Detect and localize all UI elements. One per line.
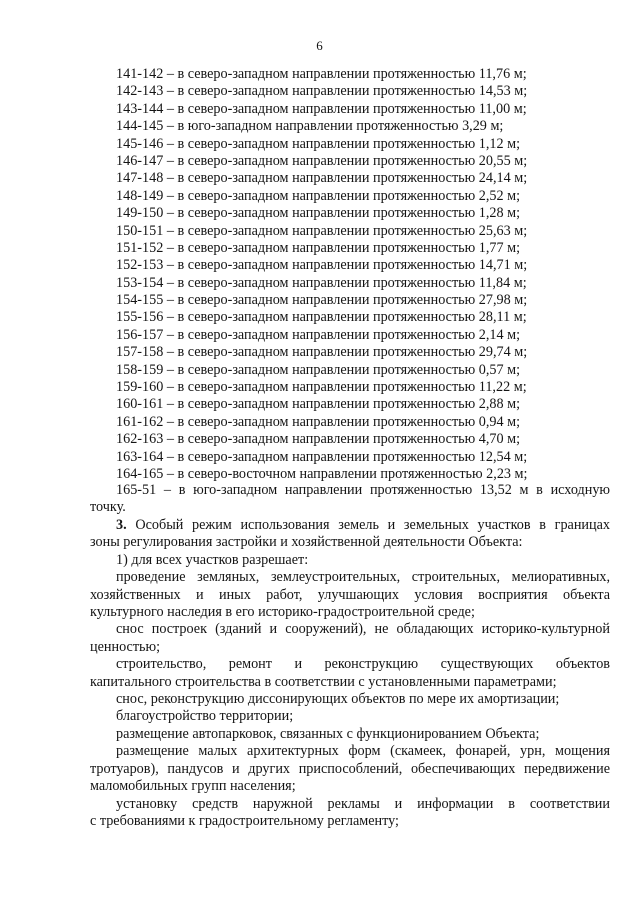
- segment-text: в северо-западном направлении протяженностью 2,88 м;: [177, 396, 521, 413]
- permitted-item-line: тротуаров), пандусов и других приспособлений, обеспечивающих передвижение: [90, 760, 610, 777]
- boundary-segment: [116, 83, 527, 100]
- segment-label: 143-144: [116, 100, 164, 117]
- segment-text: в северо-западном направлении протяженностью 11,22 м;: [177, 379, 527, 396]
- segment-label: 147-148: [116, 170, 164, 187]
- segment-label: 157-158: [116, 344, 164, 361]
- segment-text: в северо-западном направлении протяженностью 11,84 м;: [177, 274, 527, 291]
- dash: –: [163, 152, 178, 169]
- segment-label: 152-153: [116, 257, 164, 274]
- boundary-segment: [116, 136, 527, 153]
- dash: –: [163, 83, 178, 100]
- segment-text: в северо-западном направлении протяженностью 24,14 м;: [177, 170, 528, 187]
- segment-text: в северо-западном направлении протяженностью 29,74 м;: [177, 344, 528, 361]
- permitted-item-line: снос, реконструкцию диссонирующих объектов по мере их амортизации;: [116, 691, 560, 708]
- permitted-item-line: благоустройство территории;: [116, 708, 294, 725]
- boundary-segment: [116, 188, 527, 205]
- segment-label: 149-150: [116, 205, 164, 222]
- page-number: 6: [316, 38, 323, 53]
- boundary-segment: [116, 309, 527, 326]
- permitted-item: [90, 621, 610, 656]
- permitted-item-line: размещение малых архитектурных форм (скамеек, фонарей, урн, мощения: [116, 743, 610, 760]
- boundary-segment: [116, 170, 527, 187]
- segment-label: 162-163: [116, 431, 164, 448]
- segment-label: 148-149: [116, 187, 164, 204]
- segment-label: 160-161: [116, 396, 164, 413]
- boundary-segment: [116, 292, 527, 309]
- segment-text: в северо-западном направлении протяженностью 25,63 м;: [177, 222, 528, 239]
- boundary-segment: [116, 66, 527, 83]
- permitted-item: [90, 708, 610, 725]
- boundary-segment: [116, 257, 527, 274]
- segment-label: 153-154: [116, 274, 164, 291]
- dash: –: [163, 326, 178, 343]
- boundary-segment: [116, 379, 527, 396]
- permitted-item: [90, 691, 610, 708]
- boundary-segment: [116, 205, 527, 222]
- segment-text: в северо-западном направлении протяженностью 14,53 м;: [177, 83, 528, 100]
- boundary-segment: [116, 466, 527, 483]
- permitted-item: [90, 569, 610, 621]
- boundary-segment: [116, 431, 527, 448]
- permitted-item-line: размещение автопарковок, связанных с функционированием Объекта;: [116, 725, 540, 742]
- segment-text: в северо-западном направлении протяженностью 1,28 м;: [177, 205, 521, 222]
- segment-label: 142-143: [116, 83, 164, 100]
- segment-text: в северо-западном направлении протяженностью 14,71 м;: [177, 257, 528, 274]
- segment-label: 150-151: [116, 222, 164, 239]
- dash: –: [163, 66, 178, 82]
- boundary-segment: [116, 449, 527, 466]
- section-3: [90, 517, 610, 830]
- dash: –: [163, 448, 178, 465]
- boundary-segment: [116, 396, 527, 413]
- section-heading-line2: зоны регулирования застройки и хозяйственной деятельности Объекта:: [90, 534, 523, 551]
- segment-label: 161-162: [116, 413, 164, 430]
- boundary-segment-list: [116, 66, 527, 483]
- dash: –: [163, 205, 178, 222]
- boundary-segment: [116, 414, 527, 431]
- segment-text: в северо-западном направлении протяженностью 2,14 м;: [177, 326, 521, 343]
- segment-text: в северо-западном направлении протяженностью 0,94 м;: [177, 413, 521, 430]
- permitted-item-line: проведение земляных, землеустроительных, строительных, мелиоративных,: [116, 569, 610, 586]
- dash: –: [163, 118, 178, 135]
- segment-label: 164-165: [116, 465, 164, 482]
- permitted-items: [90, 569, 610, 830]
- dash: –: [163, 292, 178, 309]
- permitted-item-line: ценностью;: [90, 638, 161, 655]
- segment-last-line2: точку.: [90, 499, 126, 516]
- dash: –: [163, 344, 178, 361]
- dash: –: [163, 482, 171, 498]
- dash: –: [163, 361, 178, 378]
- segment-text: в северо-западном направлении протяженностью 11,00 м;: [177, 100, 527, 117]
- boundary-segment: [116, 223, 527, 240]
- permitted-item: [90, 743, 610, 795]
- segment-text: в северо-западном направлении протяженностью 12,54 м;: [177, 448, 528, 465]
- permitted-item-line: установку средств наружной рекламы и информации в соответствии: [116, 795, 610, 812]
- dash: –: [163, 100, 178, 117]
- dash: –: [163, 135, 178, 152]
- segment-text: в северо-восточном направлении протяженностью 2,23 м;: [177, 465, 528, 482]
- dash: –: [163, 413, 178, 430]
- boundary-segment: [116, 344, 527, 361]
- segment-label: 163-164: [116, 448, 164, 465]
- permitted-item-line: хозяйственных и иных работ, улучшающих условия восприятия объекта: [90, 586, 610, 603]
- dash: –: [163, 187, 178, 204]
- segment-label: 154-155: [116, 292, 164, 309]
- section-number: 3.: [116, 517, 127, 533]
- segment-text: в северо-западном направлении протяженностью 27,98 м;: [177, 292, 528, 309]
- permitted-item-line: строительство, ремонт и реконструкцию существующих объектов: [116, 656, 610, 673]
- boundary-segment: [116, 327, 527, 344]
- boundary-segment-last: [90, 482, 610, 517]
- segment-text: в юго-западном направлении протяженностью 3,29 м;: [177, 118, 504, 135]
- boundary-segment: [116, 275, 527, 292]
- section-heading-line1: 3. Особый режим использования земель и земельных участков в границах: [116, 517, 611, 533]
- dash: –: [163, 431, 178, 448]
- dash: –: [163, 309, 178, 326]
- dash: –: [163, 274, 178, 291]
- permitted-item-line: с требованиями к градостроительному регламенту;: [90, 812, 399, 829]
- segment-text: в северо-западном направлении протяженностью 1,12 м;: [177, 135, 521, 152]
- permitted-item: [90, 796, 610, 831]
- segment-text: в северо-западном направлении протяженностью 2,52 м;: [177, 187, 521, 204]
- permitted-item-line: снос построек (зданий и сооружений), не обладающих историко-культурной: [116, 621, 610, 638]
- dash: –: [163, 239, 178, 256]
- permitted-item-line: капитального строительства в соответствии с установленными параметрами;: [90, 673, 557, 690]
- segment-label: 156-157: [116, 326, 164, 343]
- segment-label: 141-142: [116, 66, 164, 82]
- segment-text: в северо-западном направлении протяженностью 1,77 м;: [177, 239, 521, 256]
- dash: –: [163, 465, 178, 482]
- segment-text: в северо-западном направлении протяженностью 4,70 м;: [177, 431, 521, 448]
- dash: –: [163, 170, 178, 187]
- dash: –: [163, 257, 178, 274]
- segment-label: 159-160: [116, 379, 164, 396]
- boundary-segment: [116, 118, 527, 135]
- segment-text: в северо-западном направлении протяженностью 20,55 м;: [177, 152, 528, 169]
- dash: –: [163, 396, 178, 413]
- segment-label: 146-147: [116, 152, 164, 169]
- boundary-segment: [116, 153, 527, 170]
- boundary-segment: [116, 362, 527, 379]
- segment-label: 155-156: [116, 309, 164, 326]
- subsection-1: 1) для всех участков разрешает:: [116, 551, 309, 568]
- boundary-segment: [116, 240, 527, 257]
- permitted-item: [90, 726, 610, 743]
- segment-text: в северо-западном направлении протяженностью 0,57 м;: [177, 361, 521, 378]
- segment-text: в северо-западном направлении протяженностью 28,11 м;: [177, 309, 527, 326]
- dash: –: [163, 222, 178, 239]
- segment-text: в северо-западном направлении протяженностью 11,76 м;: [177, 66, 527, 82]
- segment-last-line1: 165-51 – в юго-западном направлении протяженностью 13,52 м в исходную: [116, 482, 611, 498]
- segment-label: 151-152: [116, 239, 164, 256]
- dash: –: [163, 379, 178, 396]
- permitted-item: [90, 656, 610, 691]
- segment-label: 144-145: [116, 118, 164, 135]
- boundary-segment: [116, 101, 527, 118]
- segment-label: 145-146: [116, 135, 164, 152]
- segment-label: 158-159: [116, 361, 164, 378]
- permitted-item-line: культурного наследия в его историко-градостроительной среде;: [90, 604, 475, 621]
- permitted-item-line: маломобильных групп населения;: [90, 778, 296, 795]
